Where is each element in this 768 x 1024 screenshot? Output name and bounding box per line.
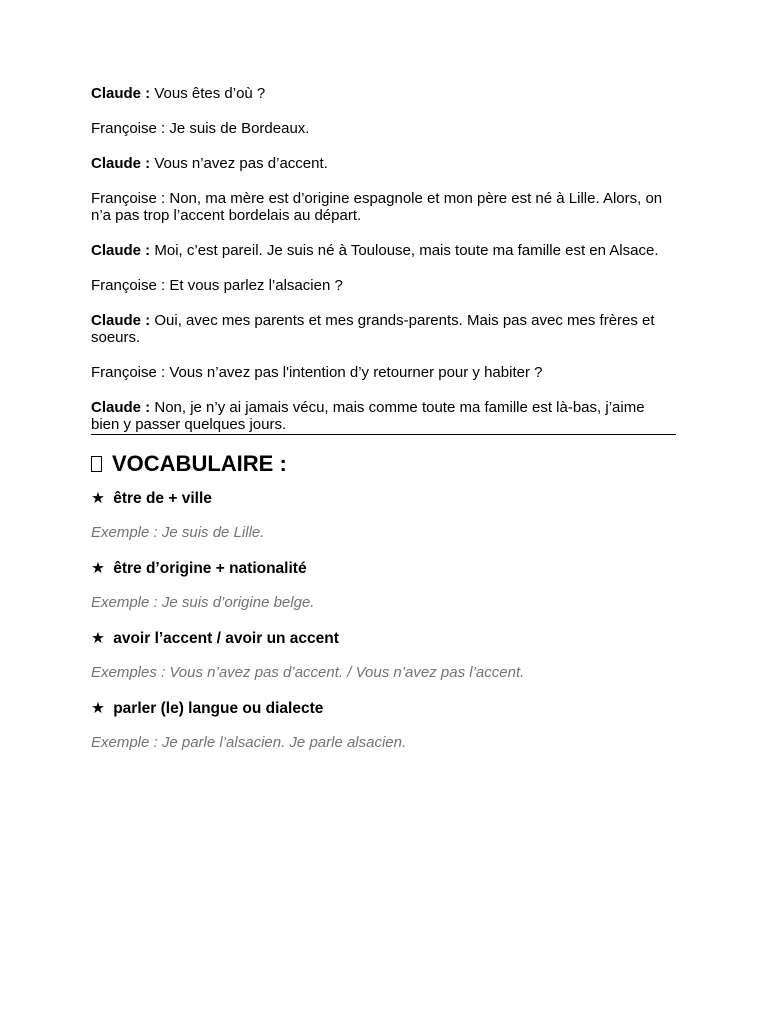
speaker-name: Françoise :	[91, 277, 166, 294]
star-icon: ★	[91, 630, 105, 647]
speaker-name: Françoise :	[91, 120, 166, 137]
dialogue-text: Je suis de Bordeaux.	[165, 120, 310, 137]
speaker-name: Claude :	[91, 242, 151, 259]
vocabulary-term: parler (le) langue ou dialecte	[113, 700, 324, 717]
speaker-name: Françoise :	[91, 190, 166, 207]
dialogue-text: Vous n’avez pas d’accent.	[150, 155, 328, 172]
speaker-name: Françoise :	[91, 364, 166, 381]
vocabulary-term: avoir l’accent / avoir un accent	[113, 630, 339, 647]
dialogue-line	[91, 190, 676, 224]
speaker-name: Claude :	[91, 155, 151, 172]
vocabulary-entry	[91, 699, 676, 718]
horizontal-divider	[91, 434, 676, 435]
vocabulary-title: VOCABULAIRE :	[112, 451, 287, 476]
vocabulary-entry	[91, 629, 676, 648]
speaker-name: Claude :	[91, 85, 151, 102]
checkbox-icon	[91, 456, 102, 472]
dialogue-line	[91, 242, 676, 259]
dialogue-text: Et vous parlez l’alsacien ?	[165, 277, 343, 294]
vocabulary-example: Exemples : Vous n’avez pas d’accent. / Vous n’avez pas l’accent.	[91, 664, 525, 681]
dialogue-text: Vous n’avez pas l'intention d’y retourner pour y habiter ?	[165, 364, 543, 381]
vocabulary-entry	[91, 559, 676, 578]
dialogue-line	[91, 155, 676, 172]
vocabulary-entry	[91, 489, 676, 508]
star-icon: ★	[91, 490, 105, 507]
dialogue-line	[91, 312, 676, 346]
vocabulary-term: être de + ville	[113, 490, 212, 507]
dialogue-line	[91, 120, 676, 137]
document-page	[91, 85, 676, 769]
dialogue	[91, 85, 676, 433]
star-icon: ★	[91, 560, 105, 577]
dialogue-text: Non, je n’y ai jamais vécu, mais comme toute ma famille est là-bas, j’aime bien y passer quelques jours.	[91, 399, 645, 433]
vocabulary-example: Exemple : Je suis de Lille.	[91, 524, 265, 541]
dialogue-line	[91, 399, 676, 433]
dialogue-text: Oui, avec mes parents et mes grands-parents. Mais pas avec mes frères et soeurs.	[91, 312, 655, 346]
dialogue-text: Moi, c’est pareil. Je suis né à Toulouse, mais toute ma famille est en Alsace.	[150, 242, 659, 259]
dialogue-text: Vous êtes d’où ?	[150, 85, 266, 102]
speaker-name: Claude :	[91, 312, 151, 329]
vocabulary-term: être d’origine + nationalité	[113, 560, 307, 577]
speaker-name: Claude :	[91, 399, 151, 416]
vocabulary-example: Exemple : Je suis d’origine belge.	[91, 594, 315, 611]
vocabulary-example: Exemple : Je parle l’alsacien. Je parle alsacien.	[91, 734, 407, 751]
vocabulary-section	[91, 451, 676, 752]
dialogue-line	[91, 277, 676, 294]
dialogue-text: Non, ma mère est d’origine espagnole et mon père est né à Lille. Alors, on n’a pas trop l’accent bordelais au départ.	[91, 190, 663, 224]
dialogue-line	[91, 364, 676, 381]
star-icon: ★	[91, 700, 105, 717]
vocabulary-heading	[91, 451, 676, 477]
dialogue-line	[91, 85, 676, 102]
